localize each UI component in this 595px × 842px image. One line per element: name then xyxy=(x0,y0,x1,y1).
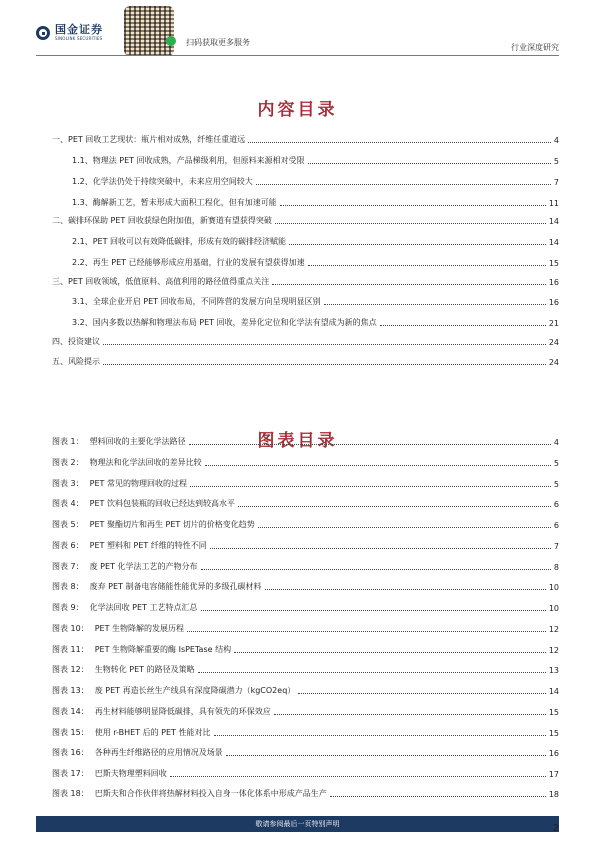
figure-entry-page: 17 xyxy=(548,770,559,779)
leader-dots xyxy=(274,714,546,715)
toc-entry-text: 三、PET 回收领域，低值原料、高值利用的路径值得重点关注 xyxy=(52,277,270,286)
leader-dots xyxy=(201,610,546,611)
figure-entry-label: 图表 12： xyxy=(52,665,89,674)
figure-entry-text: 废 PET 化学法工艺的产物分布 xyxy=(89,562,198,571)
toc-entry-page: 16 xyxy=(548,298,559,307)
figure-entry[interactable] xyxy=(52,622,559,634)
toc-entry-page: 24 xyxy=(548,338,559,347)
figure-entry[interactable] xyxy=(52,435,559,447)
figure-entry-label: 图表 15： xyxy=(52,728,89,737)
toc-entry[interactable] xyxy=(72,154,559,166)
figure-entry-text: PET 塑料和 PET 纤维的特性不同 xyxy=(89,541,207,550)
toc-entry[interactable] xyxy=(72,175,559,187)
toc-entry[interactable] xyxy=(52,355,559,367)
figure-entry-label: 图表 13： xyxy=(52,686,89,695)
page-number: 2 xyxy=(552,823,559,834)
figure-entry[interactable] xyxy=(52,456,559,468)
toc-entry-page: 5 xyxy=(553,157,559,166)
figure-entry[interactable] xyxy=(52,663,559,675)
figure-entry-page: 16 xyxy=(548,749,559,758)
page-header xyxy=(0,0,595,62)
figure-entry-page: 12 xyxy=(548,646,559,655)
figure-entry-page: 10 xyxy=(548,583,559,592)
header-divider xyxy=(36,55,559,56)
toc-entry[interactable] xyxy=(52,133,559,145)
leader-dots xyxy=(272,284,546,285)
sinolink-logo-icon xyxy=(36,26,50,40)
figure-entry-text: 巴斯夫和合作伙伴将热解材料投入自身一体化体系中形成产品生产 xyxy=(94,789,327,798)
figure-entry-text: PET 饮料包装瓶的回收已经达到较高水平 xyxy=(89,499,235,508)
figure-entry-page: 5 xyxy=(553,459,559,468)
figure-entry-text: 废 PET 再造长丝生产线具有深度降碳潜力（kgCO2eq） xyxy=(94,686,296,695)
figure-entry-text: 化学法回收 PET 工艺特点汇总 xyxy=(89,603,198,612)
leader-dots xyxy=(103,344,546,345)
toc-entry-text: 1.3、酶解新工艺，暂未形成大面积工程化，但有加速可能 xyxy=(72,198,277,207)
logo-chinese-name: 国金证券 xyxy=(55,23,103,36)
figure-entry-page: 13 xyxy=(548,666,559,675)
logo-english-name: SINOLINK SECURITIES xyxy=(55,36,103,41)
toc-entry[interactable] xyxy=(72,295,559,307)
figure-entry[interactable] xyxy=(52,684,559,696)
toc-entry-text: 一、PET 回收工艺现状：瓶片相对成熟，纤维任重道远 xyxy=(52,135,246,144)
leader-dots xyxy=(205,465,551,466)
scan-prompt: 扫码获取更多服务 xyxy=(186,38,250,47)
toc-entry-page: 11 xyxy=(548,199,559,208)
figure-entry-label: 图表 6： xyxy=(52,541,84,550)
figure-entry-label: 图表 10： xyxy=(52,624,89,633)
figure-entry-text: 巴斯夫物理塑料回收 xyxy=(94,769,167,778)
page-footer-bar xyxy=(36,816,559,832)
figure-entry-text: 废弃 PET 制备电容储能性能优异的多级孔碳材料 xyxy=(89,582,262,591)
toc-entry-text: 2.2、再生 PET 已经能够形成应用基础，行业的发展有望获得加速 xyxy=(72,258,305,267)
toc-entry[interactable] xyxy=(52,335,559,347)
figure-entry-label: 图表 11： xyxy=(52,645,89,654)
qr-code-icon[interactable] xyxy=(124,6,174,56)
figure-entry-page: 15 xyxy=(548,708,559,717)
leader-dots xyxy=(214,735,546,736)
leader-dots xyxy=(210,548,551,549)
figure-entry-text: 物理法和化学法回收的差异比较 xyxy=(89,458,202,467)
toc-entry-text: 1.1、物理法 PET 回收成熟，产品梯级利用，但原料来源相对受限 xyxy=(72,156,305,165)
leader-dots xyxy=(198,672,546,673)
figure-entry-label: 图表 17： xyxy=(52,769,89,778)
figure-entry[interactable] xyxy=(52,580,559,592)
toc-entry-text: 3.1、全球企业开启 PET 回收布局，不同阵营的发展方向呈现明显区别 xyxy=(72,297,321,306)
figure-entry-label: 图表 3： xyxy=(52,479,84,488)
figure-entry[interactable] xyxy=(52,726,559,738)
figures-title: 图表目录 xyxy=(257,431,338,451)
report-type-label: 行业深度研究 xyxy=(511,43,559,52)
figure-entry-label: 图表 2： xyxy=(52,458,84,467)
leader-dots xyxy=(238,506,551,507)
figure-entry[interactable] xyxy=(52,746,559,758)
figure-entry-page: 7 xyxy=(553,542,559,551)
figure-entry-text: 再生材料能够明显降低碳排，具有领先的环保效应 xyxy=(94,707,271,716)
figure-entry[interactable] xyxy=(52,560,559,572)
leader-dots xyxy=(289,244,546,245)
figure-entry[interactable] xyxy=(52,601,559,613)
wechat-icon xyxy=(166,36,176,46)
figure-entry-page: 4 xyxy=(553,438,559,447)
figure-entry-text: 各种再生纤维路径的应用情况及场景 xyxy=(94,748,223,757)
toc-entry[interactable] xyxy=(72,196,559,208)
toc-entry-text: 五、风险提示 xyxy=(52,357,100,366)
toc-entry-text: 二、碳排环保助 PET 回收获绿色附加值，新赛道有望获得突破 xyxy=(52,216,272,225)
figure-entry-text: PET 生物降解重要的酶 IsPETase 结构 xyxy=(94,645,232,654)
figure-entry-label: 图表 18： xyxy=(52,789,89,798)
figure-entry-page: 10 xyxy=(548,604,559,613)
leader-dots xyxy=(324,304,546,305)
toc-entry-page: 14 xyxy=(548,217,559,226)
figure-entry-page: 6 xyxy=(553,521,559,530)
figure-entry-label: 图表 7： xyxy=(52,562,84,571)
figure-entry-page: 12 xyxy=(548,625,559,634)
figure-entry-text: PET 聚酯切片和再生 PET 切片的价格变化趋势 xyxy=(89,520,255,529)
toc-entry-page: 4 xyxy=(553,136,559,145)
leader-dots xyxy=(380,325,546,326)
leader-dots xyxy=(258,527,551,528)
figure-entry-page: 18 xyxy=(548,790,559,799)
figure-entry[interactable] xyxy=(52,787,559,799)
figure-entry-label: 图表 8： xyxy=(52,582,84,591)
figure-entry-page: 6 xyxy=(553,500,559,509)
figure-entry-label: 图表 9： xyxy=(52,603,84,612)
toc-entry[interactable] xyxy=(72,235,559,247)
toc-entry[interactable] xyxy=(72,316,559,328)
leader-dots xyxy=(256,184,551,185)
leader-dots xyxy=(280,205,546,206)
leader-dots xyxy=(248,142,551,143)
leader-dots xyxy=(189,444,551,445)
leader-dots xyxy=(275,223,546,224)
toc-entry-page: 21 xyxy=(548,319,559,328)
leader-dots xyxy=(308,265,546,266)
toc-entry-page: 16 xyxy=(548,278,559,287)
figure-entry[interactable] xyxy=(52,539,559,551)
figure-entry-page: 14 xyxy=(548,687,559,696)
leader-dots xyxy=(187,631,546,632)
figure-entry-text: PET 常见的物理回收的过程 xyxy=(89,479,187,488)
figure-entry-page: 15 xyxy=(548,729,559,738)
disclaimer-notice: 敬请参阅最后一页特别声明 xyxy=(255,820,340,828)
leader-dots xyxy=(308,163,551,164)
figure-entry-text: PET 生物降解的发展历程 xyxy=(94,624,185,633)
figure-entry[interactable] xyxy=(52,767,559,779)
toc-entry-text: 四、投资建议 xyxy=(52,337,100,346)
figure-entry-page: 8 xyxy=(553,563,559,572)
toc-entry-text: 1.2、化学法仍处于持续突破中，未来应用空间较大 xyxy=(72,177,253,186)
figure-entry-label: 图表 1： xyxy=(52,437,84,446)
figure-entry-text: 使用 r-BHET 后的 PET 性能对比 xyxy=(94,728,211,737)
figure-entry-text: 塑料回收的主要化学法路径 xyxy=(89,437,186,446)
toc-entry[interactable] xyxy=(72,256,559,268)
figure-entry-label: 图表 16： xyxy=(52,748,89,757)
leader-dots xyxy=(170,776,546,777)
figure-entry[interactable] xyxy=(52,643,559,655)
toc-entry[interactable] xyxy=(52,275,559,287)
toc-title: 内容目录 xyxy=(257,100,338,120)
leader-dots xyxy=(201,569,551,570)
leader-dots xyxy=(234,652,546,653)
figure-entry-page: 5 xyxy=(553,480,559,489)
figure-entry[interactable] xyxy=(52,705,559,717)
figure-entry-text: 生物转化 PET 的路径及策略 xyxy=(94,665,195,674)
toc-entry-text: 2.1、PET 回收可以有效降低碳排，形成有效的碳排经济赋能 xyxy=(72,237,287,246)
leader-dots xyxy=(190,486,551,487)
toc-entry[interactable] xyxy=(52,214,559,226)
toc-entry-page: 7 xyxy=(553,178,559,187)
toc-entry-page: 24 xyxy=(548,358,559,367)
leader-dots xyxy=(226,755,546,756)
toc-entry-text: 3.2、国内多数以热解和物理法布局 PET 回收，差异化定位和化学法有望成为新的焦点 xyxy=(72,318,377,327)
figure-entry[interactable] xyxy=(52,497,559,509)
sinolink-logo xyxy=(36,24,103,42)
leader-dots xyxy=(330,796,546,797)
toc-entry-page: 15 xyxy=(548,259,559,268)
figure-entry-label: 图表 4： xyxy=(52,499,84,508)
figure-entry-label: 图表 5： xyxy=(52,520,84,529)
toc-entry-page: 14 xyxy=(548,238,559,247)
leader-dots xyxy=(265,589,546,590)
leader-dots xyxy=(103,364,546,365)
leader-dots xyxy=(298,693,546,694)
figure-entry[interactable] xyxy=(52,518,559,530)
figure-entry-label: 图表 14： xyxy=(52,707,89,716)
figure-entry[interactable] xyxy=(52,477,559,489)
